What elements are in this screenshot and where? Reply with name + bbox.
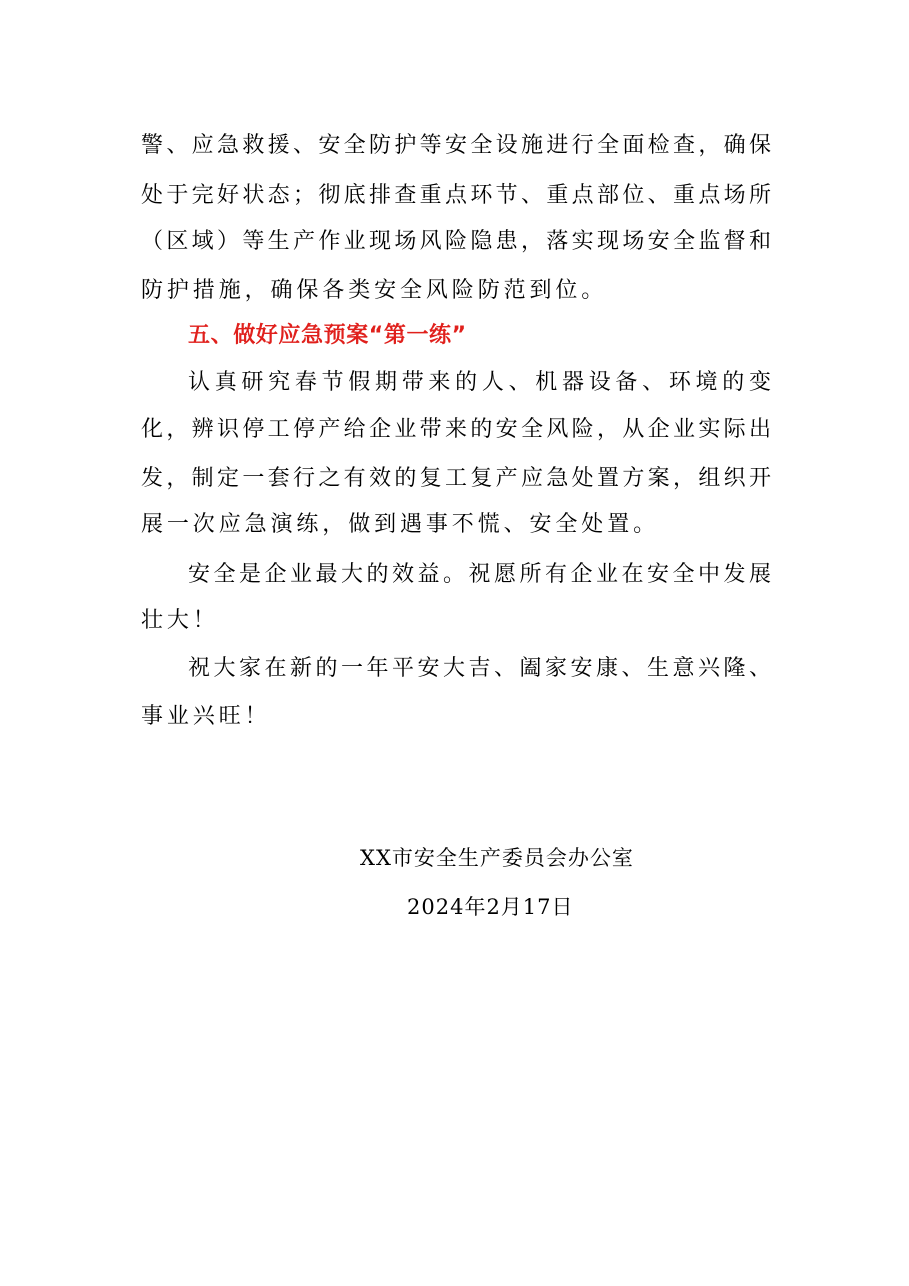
paragraph-4-line-1: 祝大家在新的一年平安大吉、阖家安康、生意兴隆、 xyxy=(188,656,771,681)
paragraph-4-line-2: 事业兴旺！ xyxy=(141,704,271,729)
paragraph-1-line-2: 处于完好状态；彻底排查重点环节、重点部位、重点场所 xyxy=(141,183,771,208)
section-heading-5: 五、做好应急预案“第一练” xyxy=(188,323,467,348)
paragraph-1-line-1: 警、应急救援、安全防护等安全设施进行全面检查，确保 xyxy=(141,133,771,158)
paragraph-1-line-3: （区域）等生产作业现场风险隐患，落实现场安全监督和 xyxy=(141,229,771,254)
paragraph-2-line-4: 展一次应急演练，做到遇事不慌、安全处置。 xyxy=(141,512,660,537)
signature-organization: XX市安全生产委员会办公室 xyxy=(360,846,634,870)
paragraph-1-line-4: 防护措施，确保各类安全风险防范到位。 xyxy=(141,278,608,303)
signature-date: 2024年2月17日 xyxy=(407,895,574,919)
paragraph-2-line-2: 化，辨识停工停产给企业带来的安全风险，从企业实际出 xyxy=(141,417,771,442)
paragraph-2-line-1: 认真研究春节假期带来的人、机器设备、环境的变 xyxy=(188,370,771,395)
paragraph-2-line-3: 发，制定一套行之有效的复工复产应急处置方案，组织开 xyxy=(141,466,771,491)
paragraph-3-line-2: 壮大！ xyxy=(141,608,219,633)
paragraph-3-line-1: 安全是企业最大的效益。祝愿所有企业在安全中发展 xyxy=(188,562,771,587)
